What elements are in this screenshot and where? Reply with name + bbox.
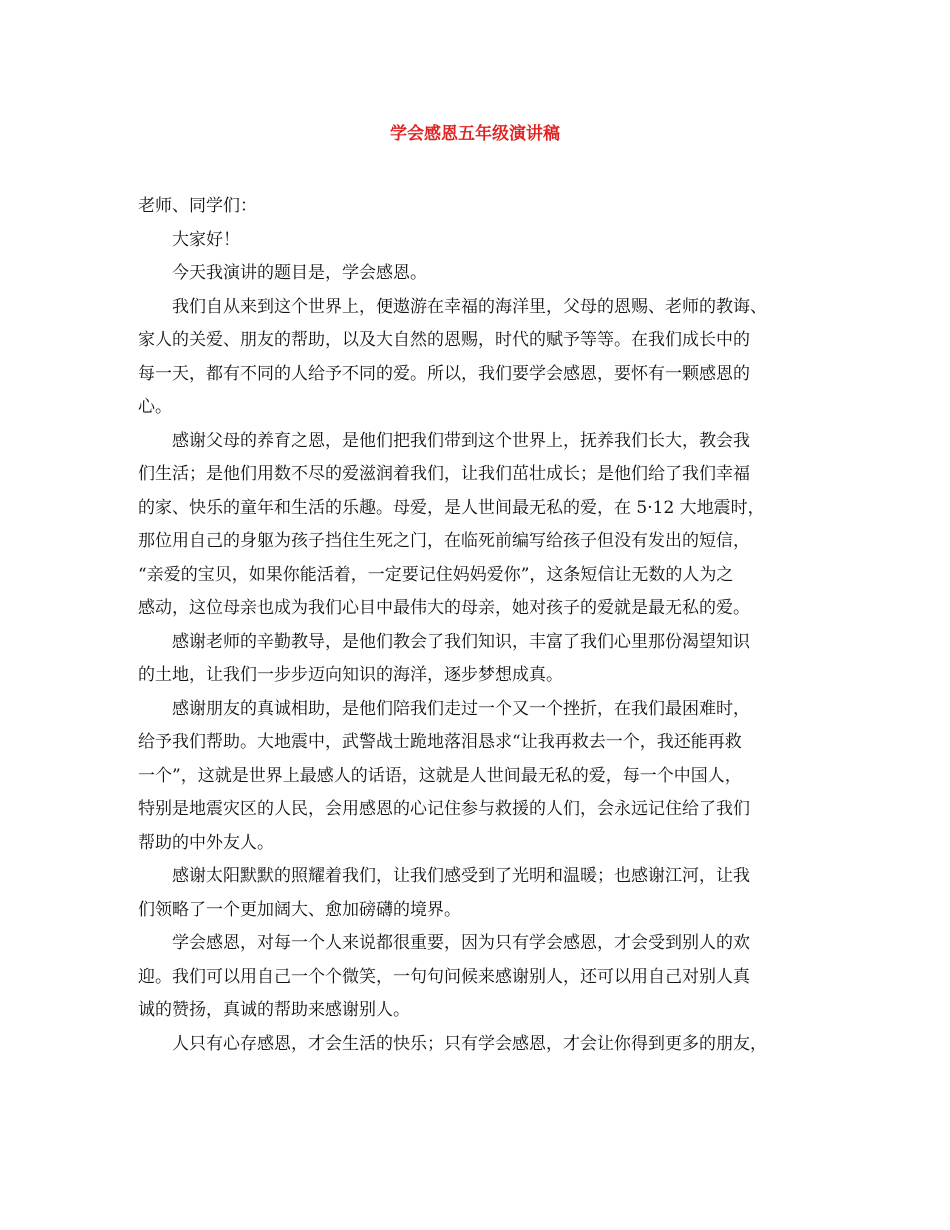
paragraph-line: 们生活；是他们用数不尽的爱滋润着我们，让我们茁壮成长；是他们给了我们幸福 — [138, 464, 750, 484]
paragraph-line: 感动，这位母亲也成为我们心目中最伟大的母亲，她对孩子的爱就是最无私的爱。 — [138, 598, 750, 618]
paragraph — [138, 257, 818, 291]
paragraph-line: 今天我演讲的题目是，学会感恩。 — [172, 263, 427, 283]
salutation: 老师、同学们： — [138, 196, 257, 216]
paragraph — [138, 860, 818, 927]
paragraph-line: 每一天，都有不同的人给予不同的爱。所以，我们要学会感恩，要怀有一颗感恩的 — [138, 363, 750, 384]
paragraph-line: 一个”，这就是世界上最感人的话语，这就是人世间最无私的爱，每一个中国人， — [138, 765, 742, 786]
paragraph — [138, 626, 818, 693]
paragraph-line: 诚的赞扬，真诚的帮助来感谢别人。 — [138, 1000, 410, 1020]
paragraph-line: 们领略了一个更加阔大、愈加磅礴的境界。 — [138, 899, 461, 920]
paragraph-line: 感谢父母的养育之恩，是他们把我们带到这个世界上，抚养我们长大，教会我 — [172, 430, 750, 451]
paragraph — [138, 224, 818, 258]
paragraph — [138, 425, 818, 626]
paragraph — [138, 1028, 818, 1062]
paragraph — [138, 927, 818, 1028]
paragraph-line: 特别是地震灾区的人民，会用感恩的心记住参与救援的人们，会永远记住给了我们 — [138, 799, 750, 819]
document-title: 学会感恩五年级演讲稿 — [390, 124, 560, 144]
document-body — [138, 190, 818, 1061]
paragraph-line: 给予我们帮助。大地震中，武警战士跪地落泪恳求“让我再救去一个，我还能再救 — [138, 732, 742, 752]
paragraph-line: 感谢老师的辛勤教导，是他们教会了我们知识，丰富了我们心里那份渴望知识 — [172, 631, 750, 652]
paragraph-line: 感谢朋友的真诚相助，是他们陪我们走过一个又一个挫折，在我们最困难时， — [172, 698, 750, 719]
paragraph-line: 那位用自己的身躯为孩子挡住生死之门，在临死前编写给孩子但没有发出的短信， — [138, 531, 750, 551]
paragraph-line: 家人的关爱、朋友的帮助，以及大自然的恩赐，时代的赋予等等。在我们成长中的 — [138, 330, 750, 350]
paragraph-line: 的土地，让我们一步步迈向知识的海洋，逐步梦想成真。 — [138, 665, 563, 685]
paragraph-line: 我们自从来到这个世界上，便遨游在幸福的海洋里，父母的恩赐、老师的教诲、 — [172, 296, 767, 317]
paragraph-line: 迎。我们可以用自己一个个微笑，一句句问候来感谢别人，还可以用自己对别人真 — [138, 966, 750, 987]
paragraph-line: 大家好！ — [172, 229, 240, 250]
paragraph-line: 人只有心存感恩，才会生活的快乐；只有学会感恩，才会让你得到更多的朋友， — [172, 1033, 767, 1054]
paragraph-line: 心。 — [138, 397, 172, 417]
paragraph — [138, 693, 818, 861]
paragraph — [138, 291, 818, 425]
paragraph-line: “亲爱的宝贝，如果你能活着，一定要记住妈妈爱你”，这条短信让无数的人为之 — [138, 564, 734, 585]
paragraph-list — [138, 224, 818, 1062]
paragraph-line: 帮助的中外友人。 — [138, 832, 274, 853]
paragraph-line: 感谢太阳默默的照耀着我们，让我们感受到了光明和温暖；也感谢江河，让我 — [172, 866, 750, 886]
paragraph-line: 的家、快乐的童年和生活的乐趣。母爱，是人世间最无私的爱，在 5·12 大地震时， — [138, 497, 765, 518]
paragraph-line: 学会感恩，对每一个人来说都很重要，因为只有学会感恩，才会受到别人的欢 — [172, 933, 750, 953]
